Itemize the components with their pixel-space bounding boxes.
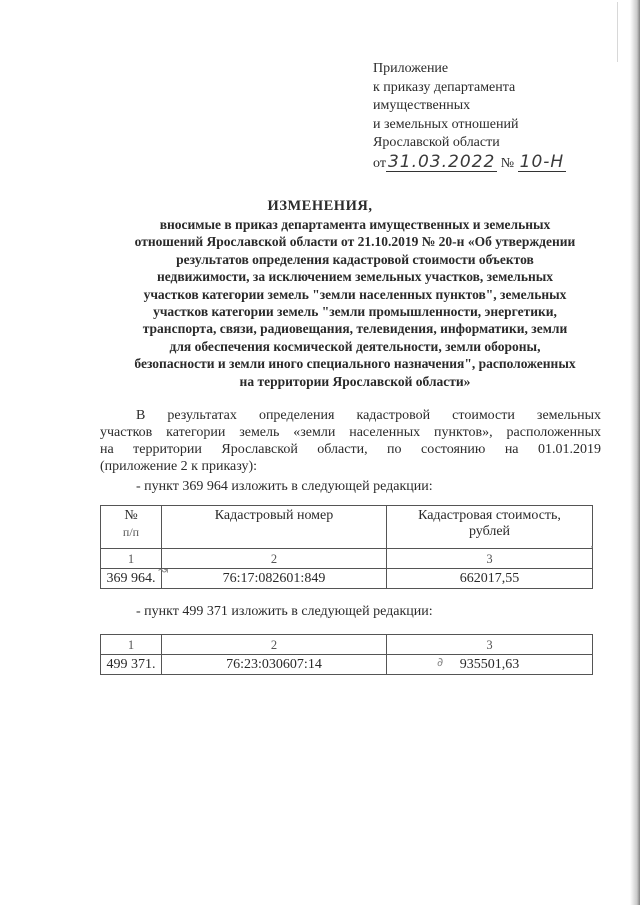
ink-mark: · [590,540,594,554]
paragraph-line: (приложение 2 к приказу): [100,459,258,474]
row-item-number: 499 371. [101,655,162,675]
column-number: 3 [387,549,593,569]
document-title: ИЗМЕНЕНИЯ, [267,198,373,214]
scan-artifact [617,2,626,62]
column-number: 2 [162,635,387,655]
subtitle-line: участков категории земель "земли населенных пунктов", земельных [143,286,567,302]
cadastral-table-2 [100,634,593,675]
paragraph-line: В результатах определения кадастровой стоимости земельных [136,408,601,423]
header-text: Кадастровая стоимость, [418,508,561,523]
order-date-number-line [373,153,566,174]
appendix-line: Ярославской области [373,135,500,150]
row-item-number: 369 964. [101,569,162,589]
ink-mark: ∂ [437,655,444,669]
row-cadastral-number: 76:23:030607:14 [162,655,387,675]
header-cell-number [101,506,162,549]
row-cadastral-value: 935501,63 [387,655,593,675]
number-prefix: № [500,155,515,171]
column-number: 1 [101,635,162,655]
subtitle-line: недвижимости, за исключением земельных участков, земельных [156,269,554,285]
subtitle-line: безопасности и земли иного специального назначения", расположенных [134,356,576,372]
date-prefix: от [373,155,386,171]
header-cell-cadastral-number: Кадастровый номер [162,506,387,549]
column-number-row [101,635,593,655]
item-499371-instruction: - пункт 499 371 изложить в следующей редакции: [136,604,433,619]
table-row [101,569,593,589]
appendix-block [373,60,566,173]
subtitle-line: отношений Ярославской области от 21.10.2019 № 20-н «Об утверждении [134,234,576,250]
paragraph-line: участков категории земель «земли населенных пунктов», расположенных [100,425,601,440]
column-number: 3 [387,635,593,655]
table-header-row [101,506,593,549]
appendix-line: к приказу департамента [373,79,516,95]
handwritten-number: 10-Н [519,151,565,172]
paragraph-line: на территории Ярославской области, по состоянию на 01.01.2019 [100,442,601,457]
header-cell-cadastral-value [387,506,593,549]
cadastral-table-1 [100,505,593,589]
subtitle-line: для обеспечения космической деятельности, земли обороны, [169,338,541,354]
table-row [101,655,593,675]
row-cadastral-value: 662017,55 [387,569,593,589]
row-cadastral-number: 76:17:082601:849 [162,569,387,589]
subtitle-line: вносимые в приказ департамента имущественных и земельных [159,217,551,232]
subtitle-line: транспорта, связи, радиовещания, телевидения, информатики, земли [142,321,568,337]
column-number-row [101,549,593,569]
header-text: рублей [468,524,511,539]
scan-page-edge [630,0,640,905]
ink-mark: ↝ [158,563,169,577]
body-paragraph [100,407,601,475]
appendix-line: Приложение [373,61,449,76]
item-369964-instruction: - пункт 369 964 изложить в следующей редакции: [136,479,433,494]
subtitle-line: на территории Ярославской области» [239,373,471,389]
subtitle-line: участков категории земель "земли промышленности, энергетики, [153,304,557,320]
subtitle-line: результатов определения кадастровой стоимости объектов [176,251,534,267]
appendix-line: и земельных отношений [373,116,519,132]
column-number: 1 [101,549,162,569]
column-number: 2 [162,549,387,569]
header-text: п/п [122,525,140,539]
handwritten-date: 31.03.2022 [387,151,496,172]
document-subtitle [100,216,610,390]
appendix-line: имущественных [373,98,471,113]
header-text: № [124,508,138,523]
